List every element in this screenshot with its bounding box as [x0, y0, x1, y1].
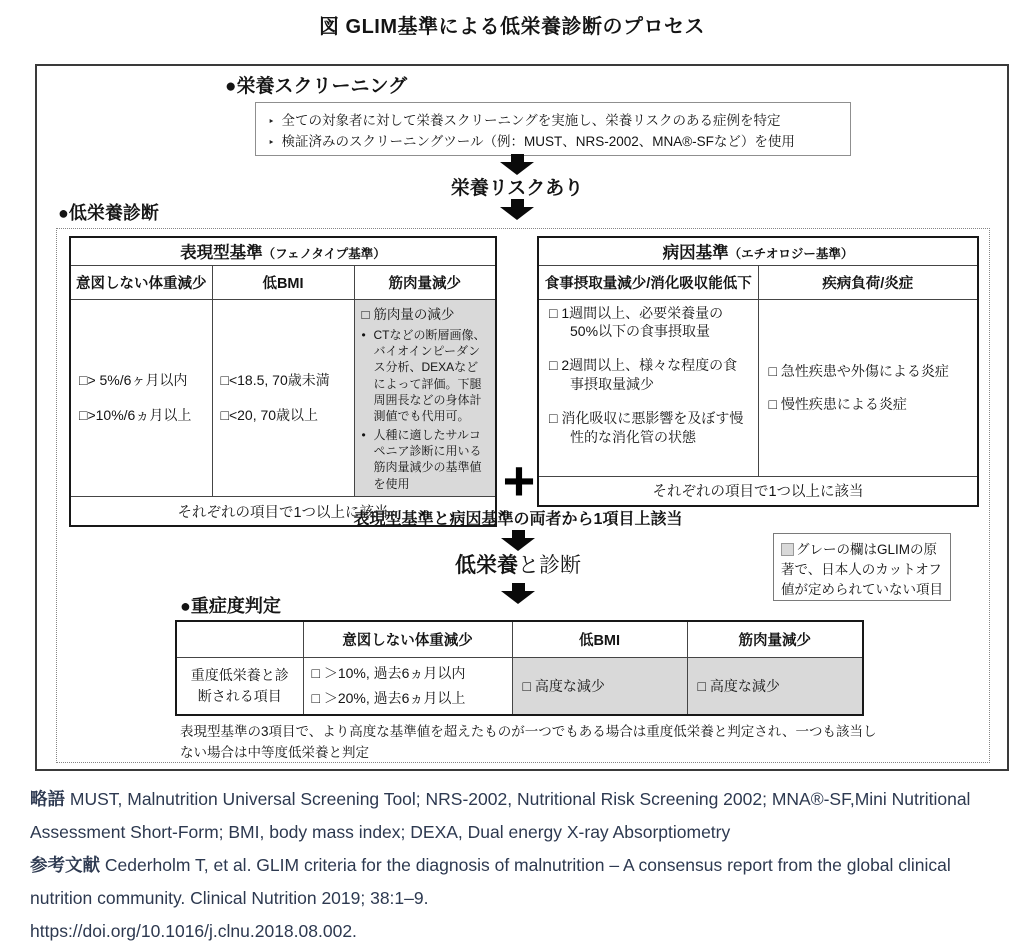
gray-swatch-icon	[781, 543, 794, 556]
checkbox-item: □>10%/6ヵ月以上	[79, 407, 192, 424]
checkbox-item: □ 筋肉量の減少	[361, 306, 455, 322]
down-arrow-icon	[501, 530, 535, 551]
bullet-icon: ‣	[268, 136, 275, 149]
down-arrow-icon	[500, 154, 534, 175]
abbreviations-body: MUST, Malnutrition Universal Screening Tool; NRS-2002, Nutritional Risk Screening 2002; MNA®-SF,Mini Nutritional Assessment Short-Form; BMI, body mass index; DEXA, Dual energy X-ray Absorptiometry	[30, 789, 971, 842]
criteria-cell-muscle-loss	[354, 299, 496, 496]
severity-column-weight-loss: 意図しない体重減少	[303, 621, 512, 657]
checkbox-item: □ 消化吸収に悪影響を及ぼす慢性的な消化管の状態	[549, 410, 744, 445]
table-title-text: 病因基準	[662, 244, 729, 263]
checkbox-item: □<20, 70歳以上	[220, 407, 319, 424]
diagnosis-result-bold: 低栄養	[455, 554, 518, 577]
bullet-dot-icon: •	[361, 327, 366, 342]
bullet-dot-icon: •	[361, 427, 366, 442]
reference-label: 参考文献	[30, 855, 100, 875]
checkbox-item: □> 5%/6ヶ月以内	[79, 372, 188, 389]
checkbox-item: □ 1週間以上、必要栄養量の50%以下の食事摂取量	[549, 304, 724, 340]
severity-cell-muscle-loss: □ 高度な減少	[687, 657, 863, 715]
criteria-cell-disease	[758, 299, 978, 476]
screening-bullet-text: 全ての対象者に対して栄養スクリーニングを実施し、栄養リスクのある症例を特定	[281, 112, 781, 128]
phenotype-criteria-table	[69, 236, 497, 527]
muscle-bullet-text: CTなどの断層画像、バイオインピーダンス分析、DEXAなどによって評価。下腿周囲長などの身体計測値でも代用可。	[373, 327, 486, 424]
table-title	[70, 237, 496, 265]
muscle-bullet-text: 人種に適したサルコペニア診断に用いる筋肉量減少の基準値を使用	[373, 427, 482, 491]
diagnosis-section-heading: ●低栄養診断	[58, 199, 165, 225]
legend-text: グレーの欄はGLIMの原著で、日本人のカットオフ値が定められていない項目	[781, 542, 943, 597]
diagram-frame	[35, 64, 1009, 771]
column-header-intake: 食事摂取量減少/消化吸収能低下	[538, 265, 758, 299]
figure-title: 図 GLIM基準による低栄養診断のプロセス	[318, 16, 706, 38]
severity-cell-weight-loss	[303, 657, 512, 715]
etiology-criteria-table	[537, 236, 979, 507]
column-header-muscle-loss: 筋肉量減少	[354, 265, 496, 299]
plus-icon: +	[502, 449, 536, 512]
checkbox-item: □ 慢性疾患による炎症	[768, 396, 907, 412]
screening-section-heading: ●栄養スクリーニング	[225, 76, 408, 97]
criteria-cell-weight-loss	[70, 299, 212, 496]
table-title-sub: （フェノタイプ基準）	[262, 247, 386, 262]
table-title-sub: （エチオロジー基準）	[728, 247, 854, 262]
checkbox-item: □ 2週間以上、様々な程度の食事摂取量減少	[549, 357, 738, 393]
table-title	[538, 237, 978, 265]
screening-bullet-item	[268, 109, 838, 129]
table-footer: それぞれの項目で1つ以上に該当	[70, 496, 496, 526]
severity-column-low-bmi: 低BMI	[512, 621, 687, 657]
checkbox-item: □ 急性疾患や外傷による炎症	[768, 363, 949, 379]
severity-table	[175, 620, 864, 716]
table-title-text: 表現型基準	[180, 244, 263, 263]
severity-note: 表現型基準の3項目で、より高度な基準値を超えたものが一つでもある場合は重度低栄養と判定され、一つも該当しない場合は中等度低栄養と判定	[180, 724, 877, 760]
screening-note-box	[255, 102, 851, 156]
footer-references	[30, 783, 1012, 948]
checkbox-item: □ ＞20%, 過去6ヵ月以上	[311, 690, 466, 707]
criteria-cell-low-bmi	[212, 299, 354, 496]
checkbox-item: □<18.5, 70歳未満	[220, 372, 330, 389]
diagnosis-dotted-frame	[56, 228, 990, 763]
column-header-low-bmi: 低BMI	[212, 265, 354, 299]
criteria-cell-intake	[538, 299, 758, 476]
reference-body: Cederholm T, et al. GLIM criteria for the diagnosis of malnutrition – A consensus report from the global clinical nutrition community. Clinical Nutrition 2019; 38:1–9.	[30, 855, 951, 908]
table-footer: それぞれの項目で1つ以上に該当	[538, 476, 978, 506]
doi-text: https://doi.org/10.1016/j.clnu.2018.08.002.	[30, 921, 357, 941]
muscle-bullet-item	[362, 427, 490, 492]
down-arrow-icon	[501, 583, 535, 604]
column-header-disease: 疾病負荷/炎症	[758, 265, 978, 299]
risk-label: 栄養リスクあり	[450, 178, 584, 199]
column-header-weight-loss: 意図しない体重減少	[70, 265, 212, 299]
reference-text	[30, 849, 1012, 915]
combined-criteria-label: 表現型基準と病因基準の両者から1項目上該当	[353, 511, 683, 528]
screening-bullet-text: 検証済みのスクリーニングツール（例：MUST、NRS-2002、MNA®-SFなど）を使用	[281, 133, 795, 149]
bullet-icon: ‣	[268, 115, 275, 128]
checkbox-item: □ ＞10%, 過去6ヵ月以内	[311, 665, 466, 682]
severity-column-muscle-loss: 筋肉量減少	[687, 621, 863, 657]
abbreviations-label: 略語	[30, 789, 65, 809]
severity-cell-low-bmi: □ 高度な減少	[512, 657, 687, 715]
down-arrow-icon	[500, 199, 534, 220]
severity-row-label: 重度低栄養と診断される項目	[176, 657, 303, 715]
legend-box	[773, 533, 951, 601]
severity-section-heading: ●重症度判定	[180, 596, 281, 616]
severity-corner-cell	[176, 621, 303, 657]
screening-bullet-item	[268, 130, 838, 150]
diagnosis-result-rest: と診断	[518, 554, 581, 577]
muscle-bullet-item	[362, 327, 490, 425]
abbreviations-text	[30, 783, 1012, 849]
